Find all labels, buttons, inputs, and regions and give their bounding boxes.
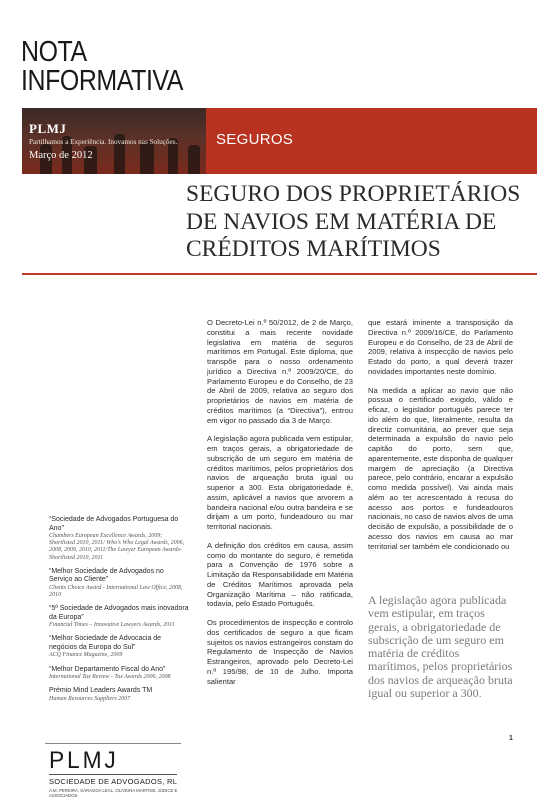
headline-divider: [22, 273, 537, 275]
award-source: Human Resources Suppliers 2007: [49, 695, 131, 702]
paragraph: A legislação agora publicada vem estipular, em traços gerais, a obrigatoriedade de subscrição de um seguro em matéria de créditos marítimos, pelos proprietários dos navios de arqueação bruta igual ou superior a 300. Esta obrigatoriedade é, assim, aplicável a navios que arvorem a bandeira nacional e/ou outra bandeira e se dirijam a um porto, fundeadouro ou mar territorial nacionais.: [207, 434, 353, 531]
paragraph: Na medida a aplicar ao navio que não possua o certificado exigido, válido e eficaz, o legislador português parece ter ido além do que, literalmente, resulta da directiz comunitária, ao prever que seja determinada a expulsão do navio pelo capitão do porto, sem que, aparentemente, este disponha de qualquer margem de apreciação (a Directiva parece, pelo contrário, encarar a expulsão como medida possível). Vai ainda mais além ao ter acrescentado à recusa do acesso aos portos e fundeadouros nacionais, no caso de navios alvos de uma decisão de expulsão, a possibilidade de o acesso dos navios em causa ao mar territorial ser também ele condicionado ou: [368, 385, 513, 551]
award-source: International Tax Review - Tax Awards 2006, 2008: [49, 674, 171, 681]
award-item: [49, 568, 189, 599]
partner-names: A.M. PEREIRA, SÁRAGGA LEAL, OLIVEIRA MARTINS, JÚDICE E ASSOCIADOS: [49, 788, 178, 798]
section-label: SEGUROS: [216, 131, 294, 148]
award-title: “Sociedade de Advogados Portuguesa do Ano”: [49, 516, 179, 532]
award-source: ACQ Finance Magazine, 2009: [49, 652, 123, 659]
pull-quote: A legislação agora publicada vem estipular, em traços gerais, a obrigatoriedade de subscrição de um seguro em matéria de créditos marítimos, pelos proprietários dos navios de arqueação bruta igual ou superior a 300.: [368, 593, 513, 701]
award-source: Chambers European Excellence Awards, 2009; Shortlisted 2010, 2011/ Who's Who Legal Awards, 2006, 2008, 2009, 2010, 2011/The Lawyer European Awards-Shortlisted 2010, 2011: [49, 533, 185, 561]
article-column-1: [207, 318, 353, 695]
award-title: Prémio Mind Leaders Awards TM: [49, 687, 153, 695]
paragraph: que estará iminente a transposição da Directiva n.º 2009/16/CE, do Parlamento Europeu e do Conselho, de 23 de Abril de 2009, relativa à inspecção de navios pelo Estado do porto, a qual deverá trazer novidades importantes neste domínio.: [368, 318, 513, 376]
paragraph: Os procedimentos de inspecção e controlo dos certificados de seguro a que ficam sujeitos os navios estrangeiros constam do Regulamento de Inspecção de Navios Estrangeiros, aprovado pelo Decreto-Lei n.º 195/98, de 10 de Julho. Importa salientar: [207, 618, 353, 686]
article-column-2: [368, 318, 513, 560]
page-number: 1: [509, 735, 513, 742]
banner-tagline: Partilhamos a Experiência. Inovamos nas Soluções.: [29, 138, 178, 146]
award-item: [49, 666, 189, 682]
award-title: “Melhor Sociedade de Advogados no Serviço ao Cliente”: [49, 567, 164, 584]
plmj-logo: PLMJ: [49, 747, 119, 774]
award-title: “5ª Sociedade de Advogados mais inovadora da Europa”: [49, 605, 189, 621]
award-source: Clients Choice Award - International Law Office, 2008, 2010: [49, 584, 183, 599]
award-title: “Melhor Departamento Fiscal do Ano”: [49, 665, 166, 673]
award-source: Financial Times – Innovative Lawyers Awards, 2011: [49, 622, 175, 629]
award-item: [49, 687, 189, 703]
headline-line-2: DE NAVIOS EM MATÉRIA DE: [186, 208, 497, 235]
paragraph: A definição dos créditos em causa, assim como do montante do seguro, é remetida para a Convenção de 1976 sobre a Limitação da Responsabilidade em Matéria de Créditos Marítimos aprovada pela Organização Marítima – não ratificada, todavia, pelo Estado Português.: [207, 540, 353, 609]
award-item: [49, 516, 189, 562]
award-item: [49, 635, 189, 659]
headline-line-3: CRÉDITOS MARÍTIMOS: [186, 236, 441, 262]
headline-line-1: SEGURO DOS PROPRIETÁRIOS: [186, 181, 521, 207]
award-item: [49, 605, 189, 629]
publication-date: Março de 2012: [29, 150, 93, 161]
document-title: [21, 38, 183, 96]
logo-divider: [45, 743, 181, 744]
logo-subtitle: SOCIEDADE DE ADVOGADOS, RL: [49, 777, 178, 786]
article-headline: [186, 181, 536, 264]
title-line-2: INFORMATIVA: [21, 65, 184, 97]
title-line-1: NOTA: [21, 36, 87, 68]
paragraph: O Decreto-Lei n.º 50/2012, de 2 de Março, constitui a mais recente novidade legislativa em matéria de seguros marítimos em Portugal. Este diploma, que transpõe para o nosso ordenamento jurídico a Directiva n.º 2009/20/CE, do Parlamento Europeu e do Conselho, de 23 de Abril de 2009, relativa ao seguro dos proprietários de navios em matéria de créditos marítimos (a “Directiva”), entrou em vigor no passado dia 3 de Março.: [207, 318, 353, 425]
banner-brand: PLMJ: [29, 121, 67, 136]
award-title: “Melhor Sociedade de Advocacia de negócios da Europa do Sul”: [49, 635, 162, 651]
awards-list: [49, 516, 189, 709]
section-banner: [22, 108, 537, 174]
logo-underline: [49, 774, 177, 775]
